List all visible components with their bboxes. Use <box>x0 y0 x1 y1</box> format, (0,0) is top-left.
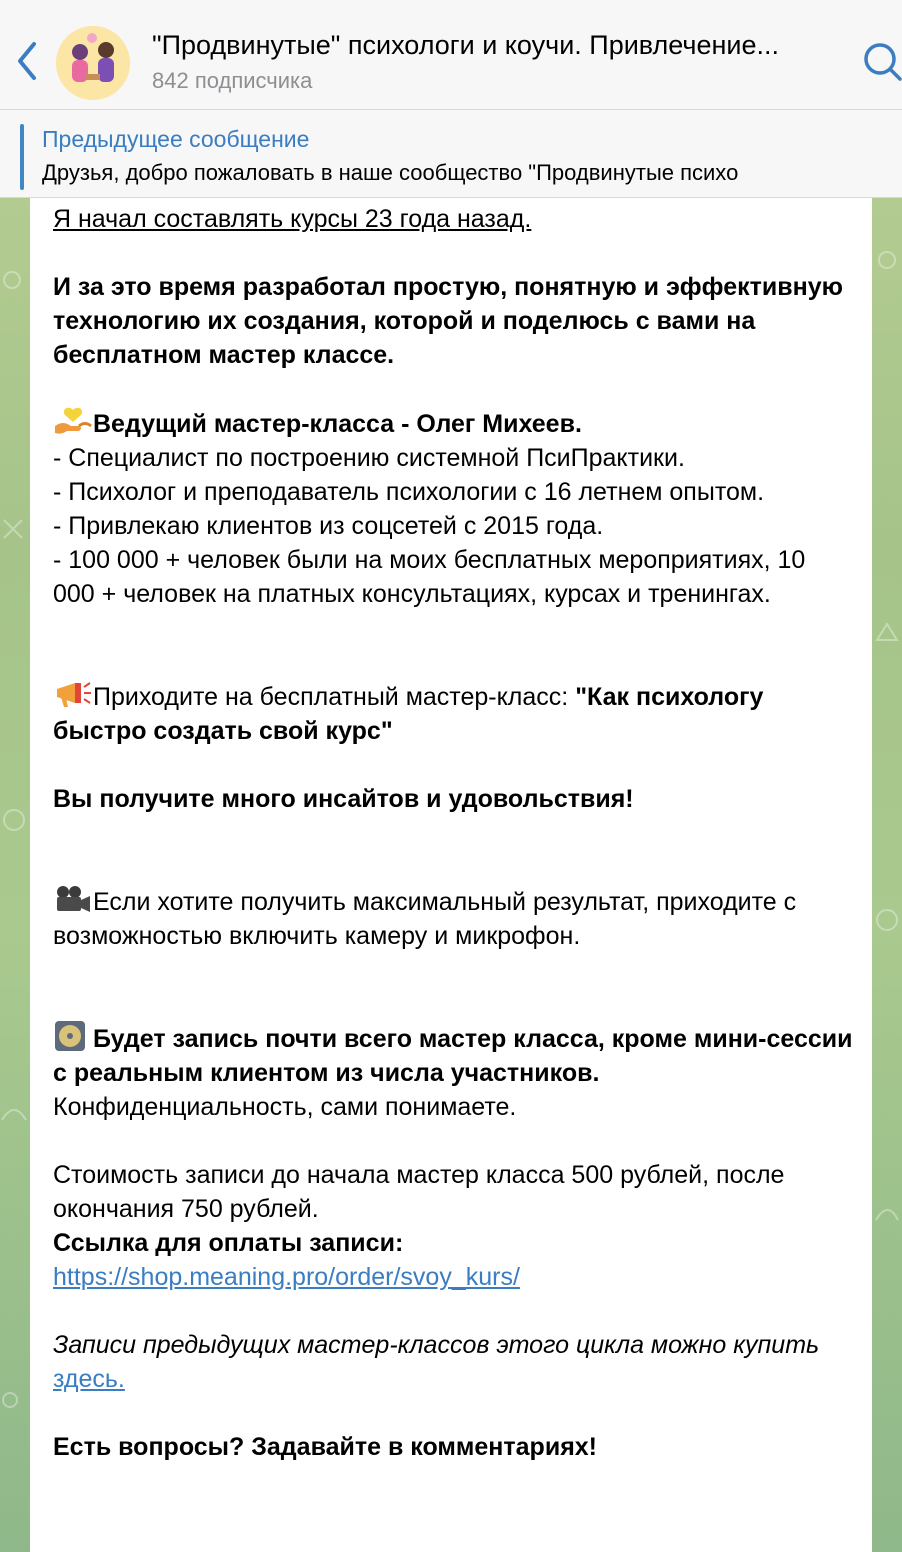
subscriber-count: 842 подписчика <box>152 68 313 93</box>
people-talking-icon <box>56 26 130 100</box>
host-title: Ведущий мастер-класса - Олег Михеев. <box>93 410 582 438</box>
host-line: - Специалист по построению системной ПсиПрактики. <box>53 444 685 472</box>
chevron-left-icon[interactable] <box>12 38 42 84</box>
prev-records-text: Записи предыдущих мастер-классов этого цикла можно купить <box>53 1331 820 1359</box>
insights-text: Вы получите много инсайтов и удовольствия! <box>53 785 634 813</box>
host-line: - 100 000 + человек были на моих бесплатных мероприятиях, 10 000 + человек на платных консультациях, курсах и тренингах. <box>53 546 806 608</box>
pinned-message-bar[interactable] <box>0 110 902 198</box>
heart-hands-icon <box>53 406 93 436</box>
chat-header <box>0 0 902 110</box>
search-icon[interactable] <box>858 38 902 82</box>
questions-text: Есть вопросы? Задавайте в комментариях! <box>53 1433 598 1461</box>
megaphone-icon <box>53 679 93 709</box>
host-line: - Привлекаю клиентов из соцсетей с 2015 года. <box>53 512 604 540</box>
camera-text: Если хотите получить максимальный результат, приходите с возможностью включить камеру и микрофон. <box>53 888 797 950</box>
invite-prefix: Приходите на бесплатный мастер-класс: <box>93 683 576 711</box>
intro-bold: И за это время разработал простую, понятную и эффективную технологию их создания, которой и поделюсь с вами на бесплатном мастер классе. <box>53 273 843 369</box>
pinned-title: Предыдущее сообщение <box>42 126 310 152</box>
background-doodle-icon <box>0 220 30 1520</box>
host-line: - Психолог и преподаватель психологии с 16 летнем опытом. <box>53 478 765 506</box>
record-rest: Конфиденциальность, сами понимаете. <box>53 1093 517 1121</box>
channel-title[interactable]: "Продвинутые" психологи и коучи. Привлечение... <box>152 30 779 60</box>
pay-label: Ссылка для оплаты записи: <box>53 1229 404 1257</box>
message-bubble <box>30 198 872 1552</box>
dvd-icon <box>53 1021 93 1051</box>
intro-link[interactable]: Я начал составлять курсы 23 года назад. <box>53 205 532 233</box>
channel-avatar[interactable] <box>56 26 130 100</box>
invite-title: "Как психологу быстро создать свой курс" <box>53 683 764 745</box>
background-doodle-icon <box>872 220 902 1520</box>
price-text: Стоимость записи до начала мастер класса 500 рублей, после окончания 750 рублей. <box>53 1161 785 1223</box>
pinned-text: Друзья, добро пожаловать в наше сообщество "Продвинутые психо <box>42 160 739 185</box>
pinned-accent-bar <box>20 124 24 190</box>
payment-link[interactable]: https://shop.meaning.pro/order/svoy_kurs/ <box>53 1263 520 1291</box>
prev-records-link[interactable]: здесь. <box>53 1365 125 1393</box>
message-text <box>53 202 853 1464</box>
movie-camera-icon <box>53 884 93 914</box>
record-bold: Будет запись почти всего мастер класса, кроме мини-сессии с реальным клиентом из числа участников. <box>53 1025 853 1087</box>
